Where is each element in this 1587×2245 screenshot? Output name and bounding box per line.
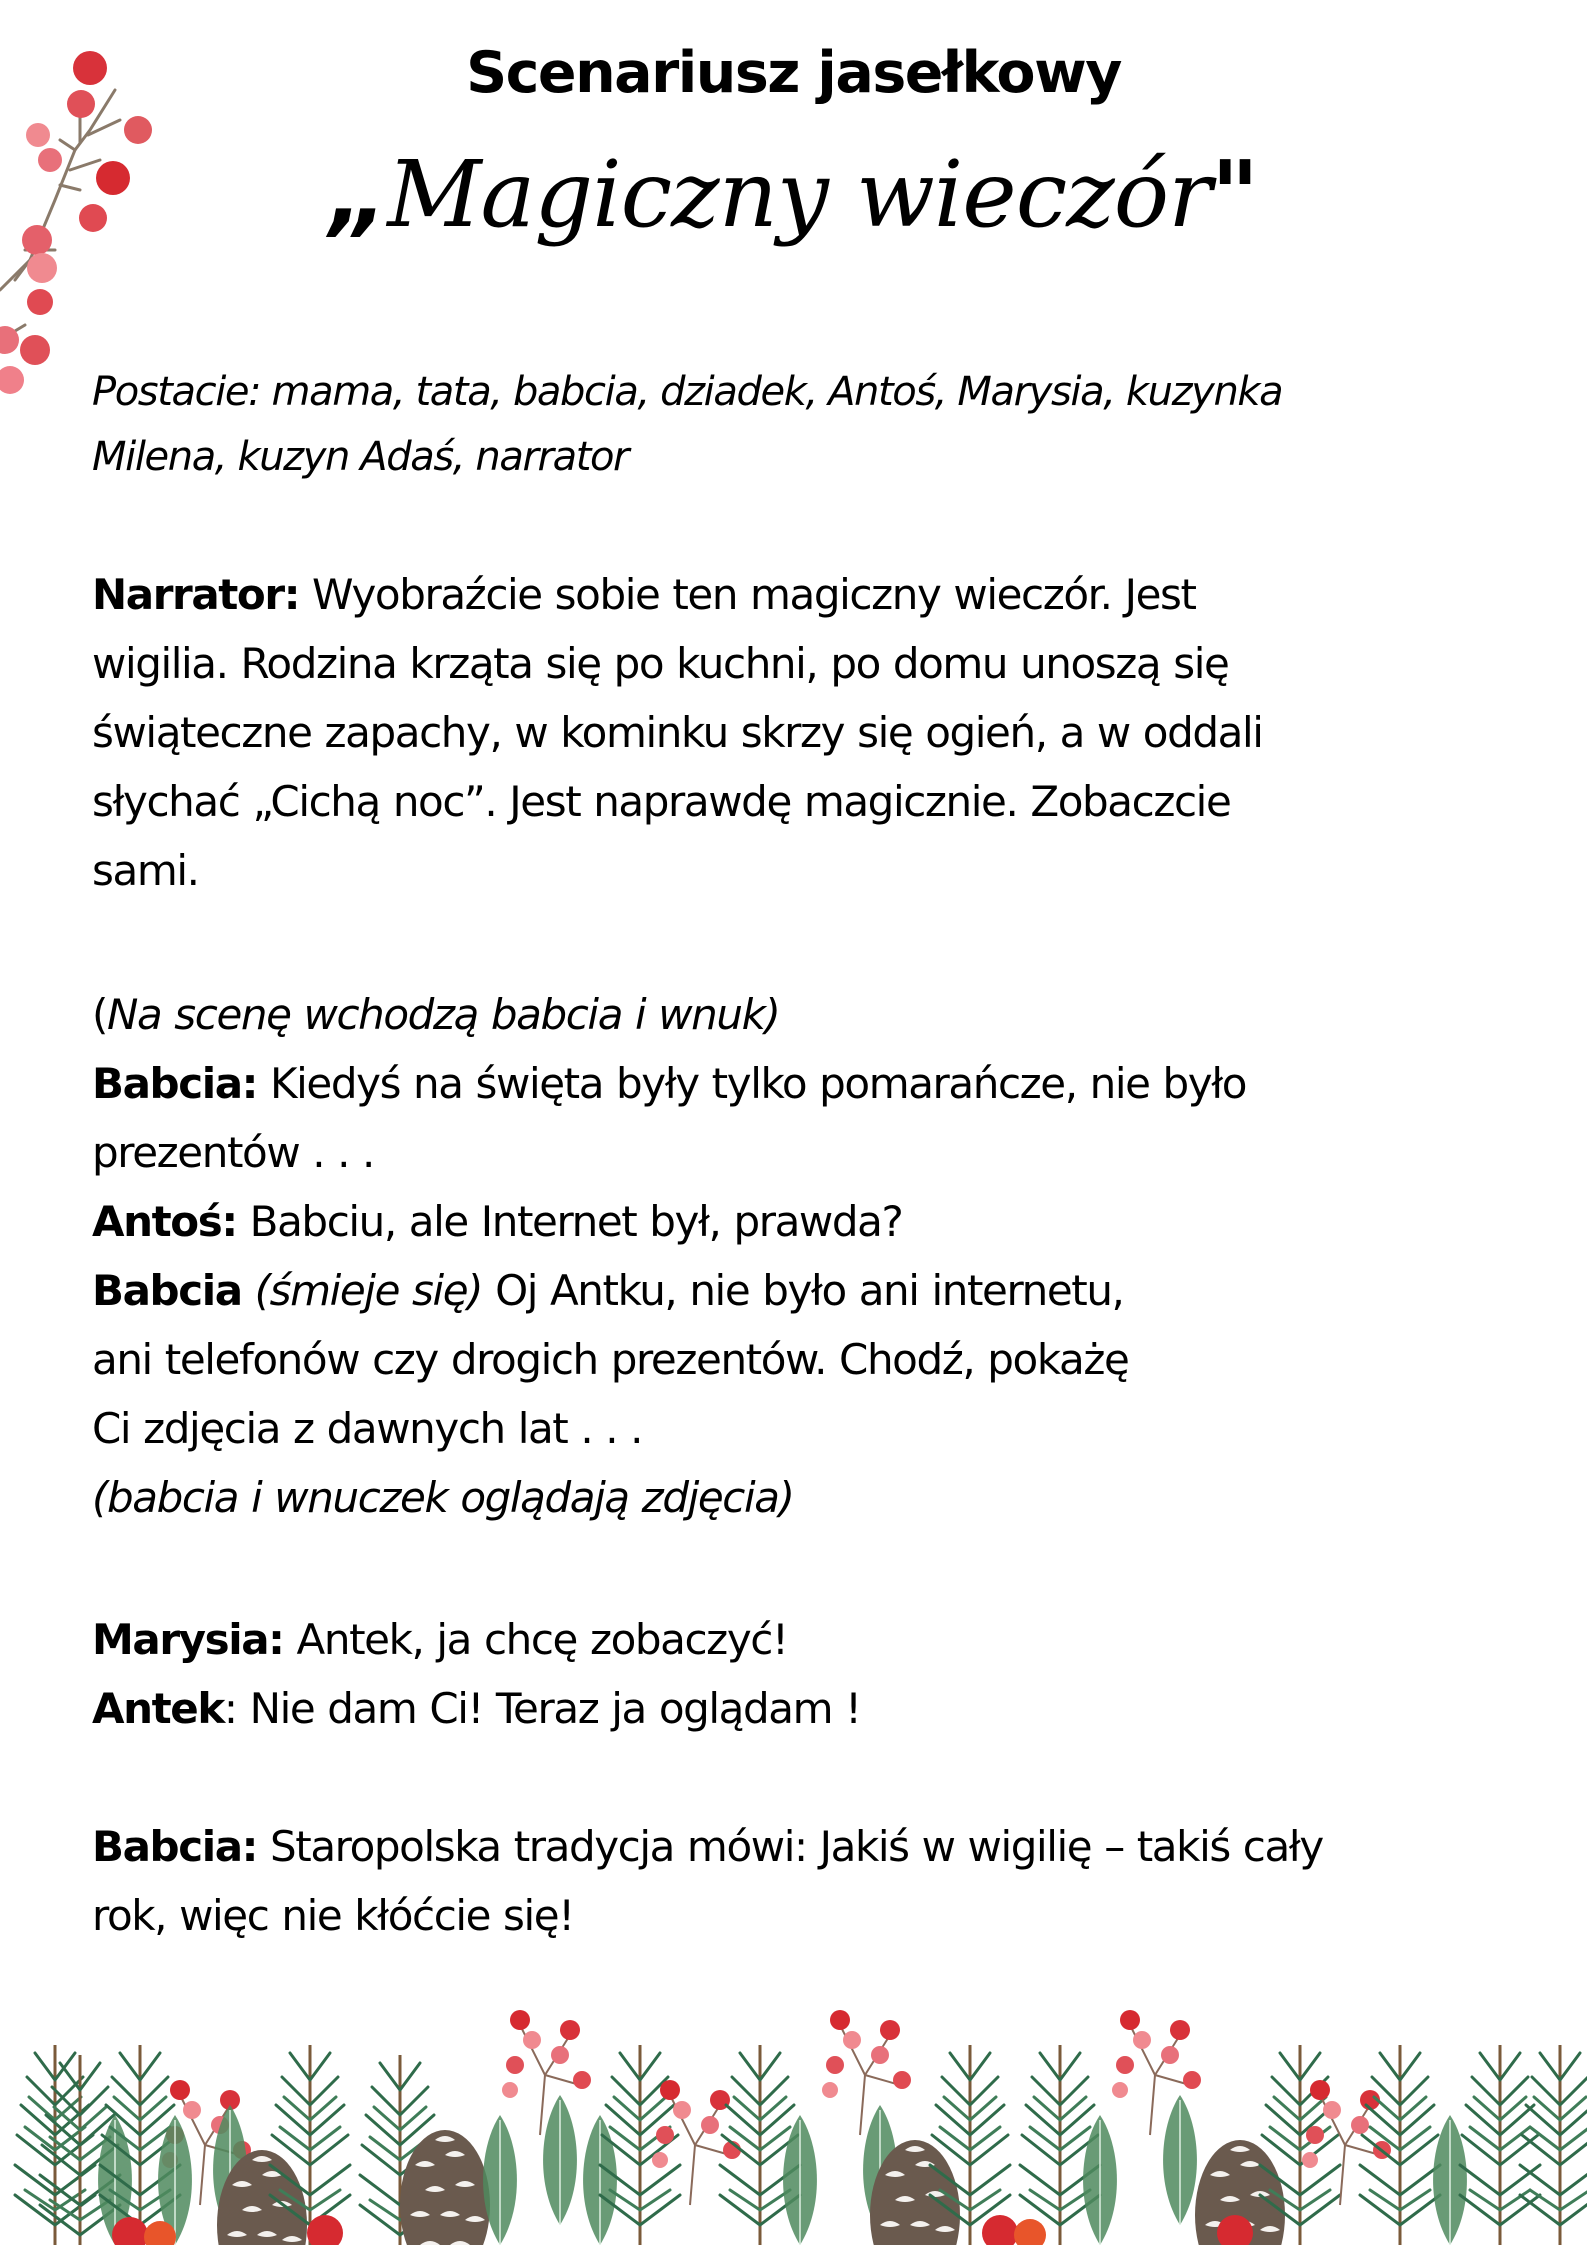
stage-direction: (Na scenę wchodzą babcia i wnuk) [92, 990, 780, 1039]
speaker-label: Antoś: [92, 1197, 237, 1246]
scene-1-block [92, 980, 1512, 1532]
narrator-line-5: sami. [92, 846, 199, 895]
narrator-line-1: Narrator: Wyobraźcie sobie ten magiczny wieczór. Jest [92, 570, 1196, 619]
cast-line-2: Milena, kuzyn Adaś, narrator [92, 434, 629, 480]
speaker-label: Babcia [92, 1266, 242, 1315]
speaker-label: Babcia: [92, 1059, 258, 1108]
dialogue-line: Babcia: Kiedyś na święta były tylko pomarańcze, nie było [92, 1059, 1247, 1108]
dialogue-line: Antoś: Babciu, ale Internet był, prawda? [92, 1197, 903, 1246]
dialogue-line: Marysia: Antek, ja chcę zobaczyć! [92, 1615, 788, 1664]
narrator-line-4: słychać „Cichą noc”. Jest naprawdę magicznie. Zobaczcie [92, 777, 1231, 826]
cast-line-1: Postacie: mama, tata, babcia, dziadek, Antoś, Marysia, kuzynka [92, 369, 1283, 415]
speaker-label: Marysia: [92, 1615, 284, 1664]
dialogue-line: Antek: Nie dam Ci! Teraz ja oglądam ! [92, 1684, 861, 1733]
dialogue-line: Babcia (śmieje się) Oj Antku, nie było ani internetu, [92, 1266, 1124, 1315]
subtitle-text: Magiczny wieczór [387, 141, 1212, 248]
dialogue-line: rok, więc nie kłóćcie się! [92, 1891, 574, 1940]
narrator-block [92, 560, 1512, 905]
page-title: Scenariusz jasełkowy [466, 40, 1121, 106]
subtitle-close-quote: " [1211, 141, 1259, 248]
cast-list [92, 360, 1512, 490]
speaker-label: Narrator: [92, 570, 300, 619]
christmas-garland-icon [0, 1985, 1587, 2245]
narrator-line-3: świąteczne zapachy, w kominku skrzy się ogień, a w oddali [92, 708, 1263, 757]
dialogue-line: ani telefonów czy drogich prezentów. Chodź, pokażę [92, 1335, 1129, 1384]
scene-3-block [92, 1812, 1512, 1950]
stage-direction-inline: (śmieje się) [241, 1266, 483, 1315]
speaker-label: Babcia: [92, 1822, 258, 1871]
dialogue-line: Babcia: Staropolska tradycja mówi: Jakiś w wigilię – takiś cały [92, 1822, 1323, 1871]
page-subtitle [0, 130, 1587, 260]
dialogue-line: Ci zdjęcia z dawnych lat . . . [92, 1404, 643, 1453]
narrator-line-2: wigilia. Rodzina krząta się po kuchni, po domu unoszą się [92, 639, 1229, 688]
speaker-label: Antek [92, 1684, 224, 1733]
scene-2-block [92, 1605, 1512, 1743]
dialogue-line: prezentów . . . [92, 1128, 374, 1177]
stage-direction: (babcia i wnuczek oglądają zdjęcia) [92, 1473, 794, 1522]
subtitle-open-quote: „ [328, 141, 388, 248]
